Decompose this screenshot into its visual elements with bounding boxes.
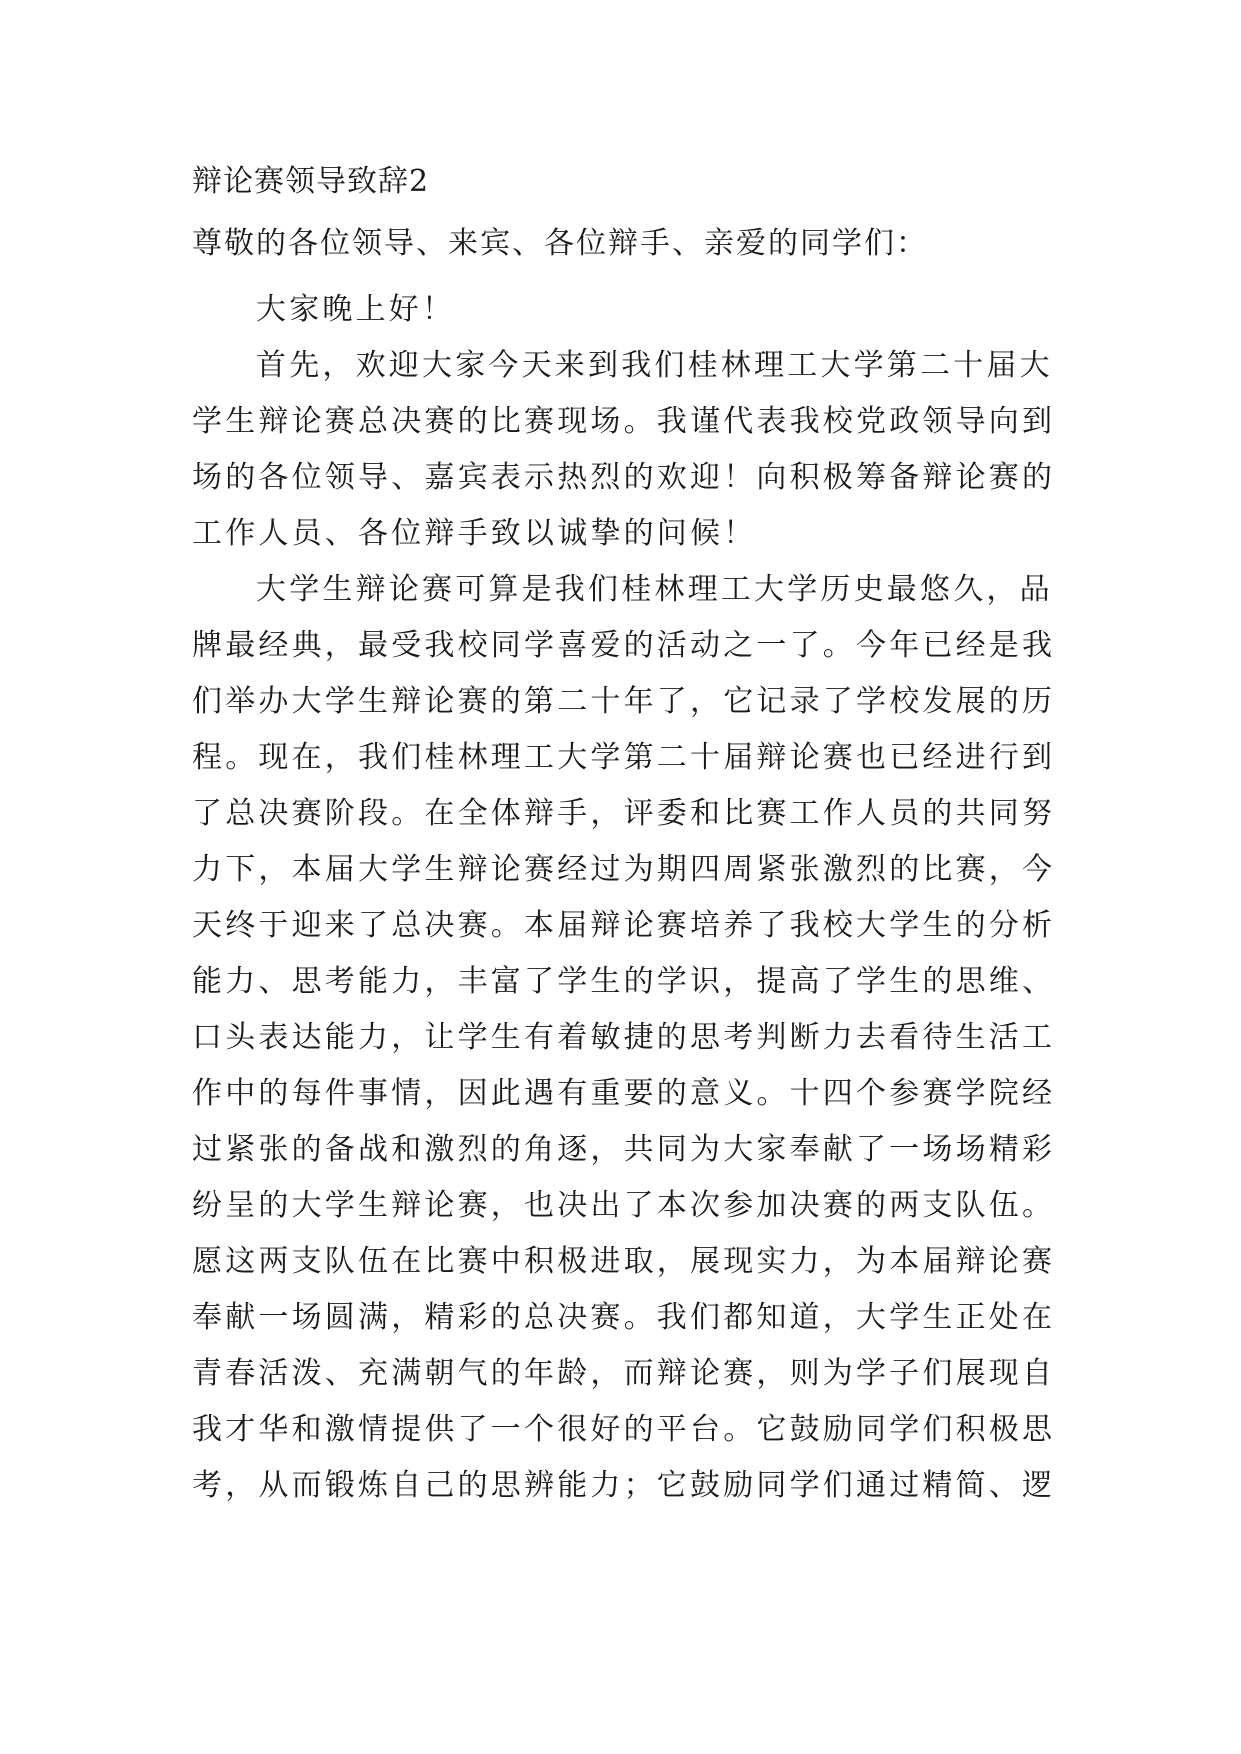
text-line: 牌最经典，最受我校同学喜爱的活动之一了。今年已经是我 [192,628,1056,663]
text-line: 学生辩论赛总决赛的比赛现场。我谨代表我校党政领导向到 [192,404,1056,439]
text-line: 力下，本届大学生辩论赛经过为期四周紧张激烈的比赛，今 [192,852,1056,887]
text-line: 青春活泼、充满朝气的年龄，而辩论赛，则为学子们展现自 [192,1356,1056,1391]
salutation-line: 尊敬的各位领导、来宾、各位辩手、亲爱的同学们： [192,226,928,261]
text-line: 天终于迎来了总决赛。本届辩论赛培养了我校大学生的分析 [192,908,1056,943]
text-line: 们举办大学生辩论赛的第二十年了，它记录了学校发展的历 [192,684,1056,719]
text-line: 了总决赛阶段。在全体辩手，评委和比赛工作人员的共同努 [192,796,1056,831]
text-line: 能力、思考能力，丰富了学生的学识，提高了学生的思维、 [192,964,1056,999]
text-line: 口头表达能力，让学生有着敏捷的思考判断力去看待生活工 [192,1020,1056,1055]
text-line: 大学生辩论赛可算是我们桂林理工大学历史最悠久，品 [256,572,1053,607]
text-line: 奉献一场圆满，精彩的总决赛。我们都知道，大学生正处在 [192,1300,1056,1335]
text-line: 首先，欢迎大家今天来到我们桂林理工大学第二十届大 [256,348,1053,383]
text-line: 程。现在，我们桂林理工大学第二十届辩论赛也已经进行到 [192,740,1056,775]
document-body [192,282,1092,1514]
text-line: 我才华和激情提供了一个很好的平台。它鼓励同学们积极思 [192,1412,1056,1447]
text-line: 作中的每件事情，因此遇有重要的意义。十四个参赛学院经 [192,1076,1056,1111]
text-line: 大家晚上好！ [256,292,456,327]
text-line: 考，从而锻炼自己的思辨能力；它鼓励同学们通过精简、逻 [192,1468,1056,1503]
text-line: 纷呈的大学生辩论赛，也决出了本次参加决赛的两支队伍。 [192,1188,1056,1223]
text-line: 过紧张的备战和激烈的角逐，共同为大家奉献了一场场精彩 [192,1132,1056,1167]
text-line: 场的各位领导、嘉宾表示热烈的欢迎！向积极筹备辩论赛的 [192,460,1056,495]
text-line: 工作人员、各位辩手致以诚挚的问候！ [192,516,757,551]
text-line: 愿这两支队伍在比赛中积极进取，展现实力，为本届辩论赛 [192,1244,1056,1279]
document-title: 辩论赛领导致辞2 [192,164,430,199]
